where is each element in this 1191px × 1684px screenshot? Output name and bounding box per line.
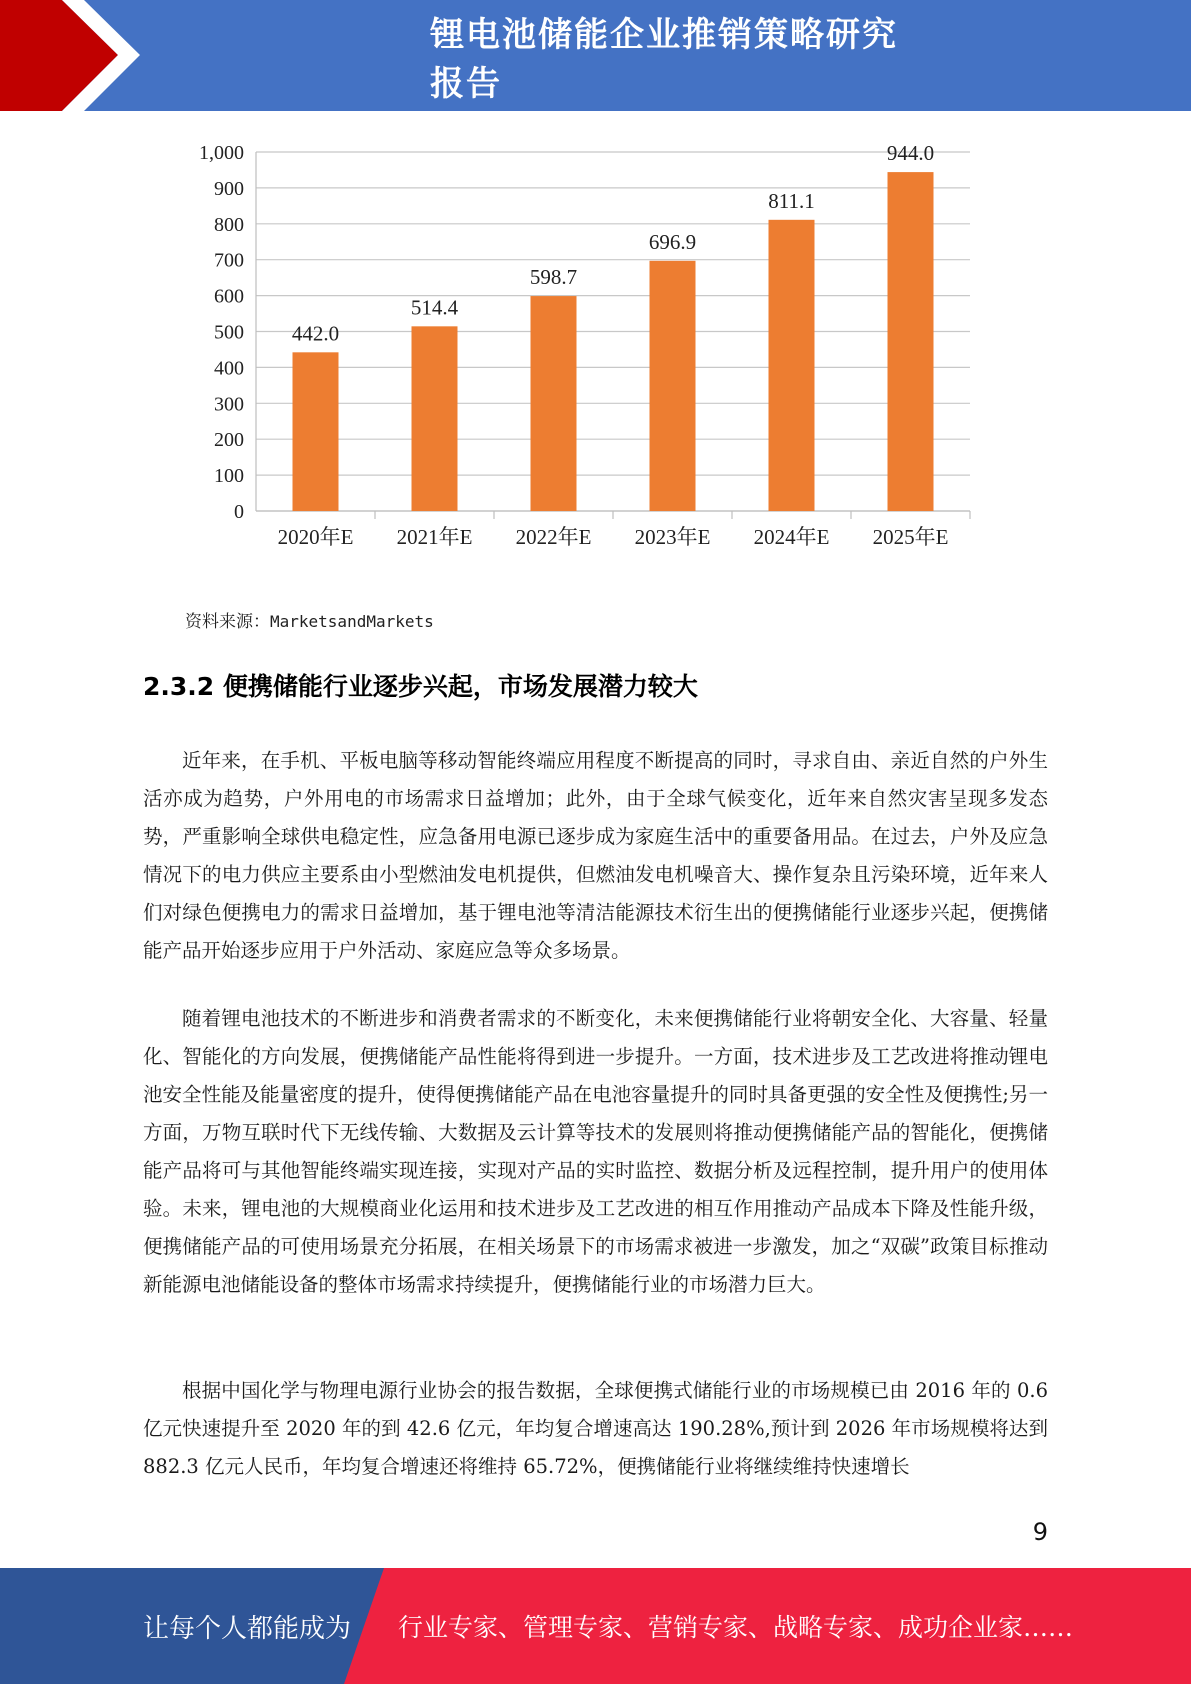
y-tick-label: 500 xyxy=(214,321,244,344)
x-tick-label: 2023年E xyxy=(634,525,711,549)
y-tick-label: 600 xyxy=(214,285,244,308)
bar xyxy=(650,261,696,511)
x-tick-label: 2025年E xyxy=(872,525,949,549)
paragraph-2: 随着锂电池技术的不断进步和消费者需求的不断变化，未来便携储能行业将朝安全化、大容量、轻量化、智能化的方向发展，便携储能产品性能将得到进一步提升。一方面，技术进步及工艺改进将推动锂电池安全性能及能量密度的提升，使得便携储能产品在电池容量提升的同时具备更强的安全性及便携性;另一方面，万物互联时代下无线传输、大数据及云计算等技术的发展则将推动便携储能产品的智能化，便携储能产品将可与其他智能终端实现连接，实现对产品的实时监控、数据分析及远程控制，提升用户的使用体验。未来，锂电池的大规模商业化运用和技术进步及工艺改进的相互作用推动产品成本下降及性能升级，便携储能产品的可使用场景充分拓展，在相关场景下的市场需求被进一步激发，加之“双碳”政策目标推动新能源电池储能设备的整体市场需求持续提升，便携储能行业的市场潜力巨大。 xyxy=(143,1007,1048,1296)
bar xyxy=(412,326,458,511)
page-footer xyxy=(0,1568,1191,1684)
bar-chart xyxy=(180,130,980,560)
document-title: 锂电池储能企业推销策略研究报告 xyxy=(430,14,898,104)
section-heading: 2.3.2 便携储能行业逐步兴起，市场发展潜力较大 xyxy=(143,672,698,701)
footer-slogan-left: 让每个人都能成为 xyxy=(143,1613,352,1644)
source-name: MarketsandMarkets xyxy=(270,612,434,631)
y-tick-label: 800 xyxy=(214,213,244,236)
header-arrow-decoration xyxy=(0,0,160,111)
bar-value-label: 944.0 xyxy=(886,141,935,166)
page-number: 9 xyxy=(1032,1518,1048,1546)
y-tick-label: 400 xyxy=(214,357,244,380)
page-header xyxy=(0,0,1191,111)
y-tick-label: 200 xyxy=(214,429,244,452)
bar-value-label: 514.4 xyxy=(410,295,459,320)
y-tick-label: 700 xyxy=(214,249,244,272)
y-tick-label: 1,000 xyxy=(199,142,244,164)
source-label: 资料来源： xyxy=(185,612,270,632)
x-tick-label: 2024年E xyxy=(753,525,830,549)
y-tick-label: 0 xyxy=(234,501,244,523)
bar-value-label: 811.1 xyxy=(768,188,815,213)
y-tick-label: 300 xyxy=(214,393,244,416)
footer-slogan-right: 行业专家、管理专家、营销专家、战略专家、成功企业家…… xyxy=(398,1613,1074,1642)
chart-source xyxy=(185,607,434,632)
y-tick-label: 900 xyxy=(214,177,244,200)
bar xyxy=(293,352,339,511)
bar xyxy=(531,296,577,511)
bar-value-label: 696.9 xyxy=(648,229,697,254)
y-tick-label: 100 xyxy=(214,465,244,488)
x-tick-label: 2022年E xyxy=(515,525,592,549)
bar-value-label: 442.0 xyxy=(291,321,340,346)
bar xyxy=(769,220,815,511)
paragraph-1: 近年来，在手机、平板电脑等移动智能终端应用程度不断提高的同时，寻求自由、亲近自然的户外生活亦成为趋势，户外用电的市场需求日益增加；此外，由于全球气候变化，近年来自然灾害呈现多发态势，严重影响全球供电稳定性，应急备用电源已逐步成为家庭生活中的重要备用品。在过去，户外及应急情况下的电力供应主要系由小型燃油发电机提供，但燃油发电机噪音大、操作复杂且污染环境，近年来人们对绿色便携电力的需求日益增加，基于锂电池等清洁能源技术衍生出的便携储能行业逐步兴起，便携储能产品开始逐步应用于户外活动、家庭应急等众多场景。 xyxy=(143,749,1048,962)
x-tick-label: 2020年E xyxy=(277,525,354,549)
bar xyxy=(888,172,934,511)
x-tick-label: 2021年E xyxy=(396,525,473,549)
bar-chart-svg xyxy=(180,130,980,560)
paragraph-3: 根据中国化学与物理电源行业协会的报告数据，全球便携式储能行业的市场规模已由 2016 年的 0.6 亿元快速提升至 2020 年的到 42.6 亿元，年均复合增速高达 190.28%,预计到 2026 年市场规模将达到 882.3 亿元人民币，年均复合增速还将维持 65.72%，便携储能行业将继续维持快速增长 xyxy=(143,1379,1048,1478)
bar-value-label: 598.7 xyxy=(529,265,578,290)
